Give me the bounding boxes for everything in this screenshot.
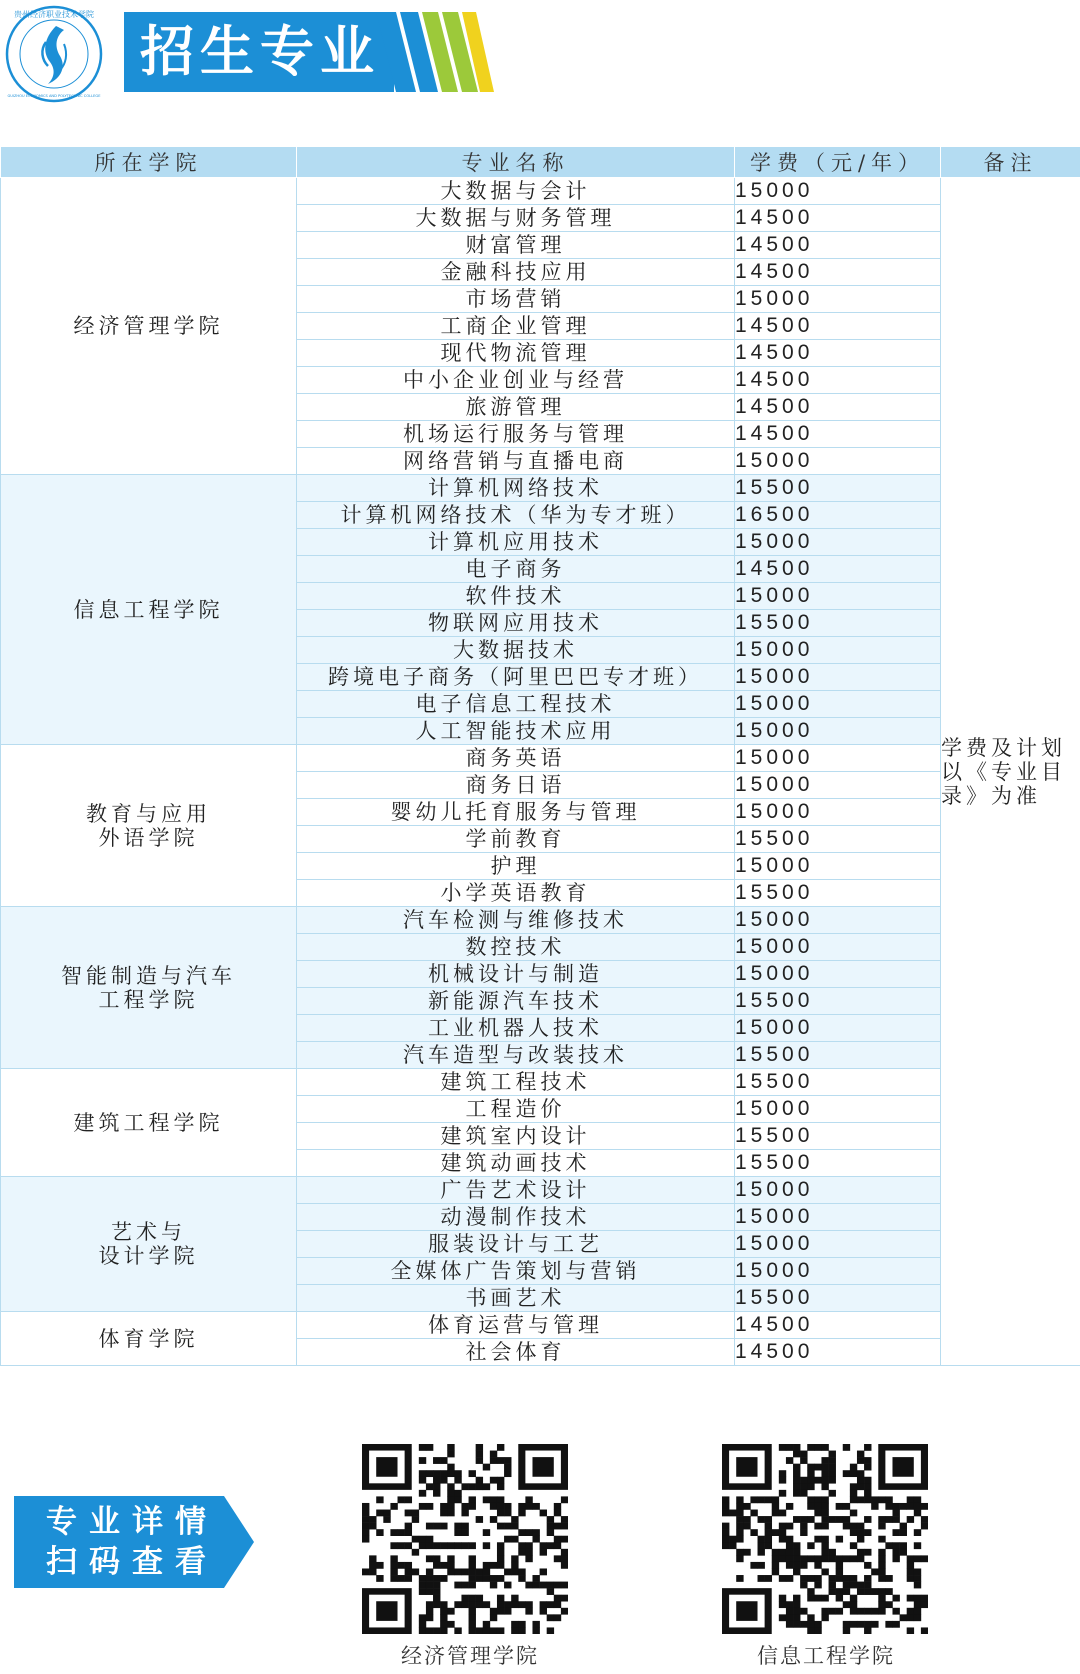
major-cell: 大数据与财务管理 bbox=[297, 205, 735, 232]
college-cell: 信息工程学院 bbox=[1, 475, 297, 745]
major-cell: 汽车造型与改装技术 bbox=[297, 1042, 735, 1069]
fee-cell: 15000 bbox=[735, 178, 941, 205]
majors-table bbox=[0, 146, 1080, 1366]
major-cell: 物联网应用技术 bbox=[297, 610, 735, 637]
major-cell: 中小企业创业与经营 bbox=[297, 367, 735, 394]
major-cell: 网络营销与直播电商 bbox=[297, 448, 735, 475]
fee-cell: 15500 bbox=[735, 475, 941, 502]
logo-ring-text: 贵州经济职业技术学院 bbox=[14, 10, 94, 19]
scan-prompt: 专业详情扫码查看 bbox=[46, 1504, 218, 1580]
fee-cell: 14500 bbox=[735, 421, 941, 448]
college-cell: 教育与应用 外语学院 bbox=[1, 745, 297, 907]
fee-cell: 14500 bbox=[735, 259, 941, 286]
major-cell: 现代物流管理 bbox=[297, 340, 735, 367]
fee-cell: 15000 bbox=[735, 1015, 941, 1042]
fee-cell: 14500 bbox=[735, 394, 941, 421]
page-title: 招生专业 bbox=[140, 20, 380, 83]
fee-cell: 15000 bbox=[735, 745, 941, 772]
qr-code-economics[interactable] bbox=[362, 1444, 568, 1634]
college-logo bbox=[4, 4, 104, 104]
fee-cell: 14500 bbox=[735, 367, 941, 394]
major-cell: 数控技术 bbox=[297, 934, 735, 961]
fee-cell: 15000 bbox=[735, 772, 941, 799]
major-cell: 新能源汽车技术 bbox=[297, 988, 735, 1015]
table-row bbox=[1, 178, 1080, 205]
major-cell: 旅游管理 bbox=[297, 394, 735, 421]
fee-cell: 14500 bbox=[735, 1312, 941, 1339]
major-cell: 商务日语 bbox=[297, 772, 735, 799]
fee-cell: 15000 bbox=[735, 286, 941, 313]
fee-cell: 15000 bbox=[735, 853, 941, 880]
header-note: 备注 bbox=[941, 147, 1080, 178]
fee-cell: 15500 bbox=[735, 1285, 941, 1312]
qr-label-information: 信息工程学院 bbox=[757, 1644, 895, 1668]
major-cell: 电子信息工程技术 bbox=[297, 691, 735, 718]
major-cell: 学前教育 bbox=[297, 826, 735, 853]
fee-cell: 15500 bbox=[735, 880, 941, 907]
fee-cell: 15000 bbox=[735, 664, 941, 691]
fee-cell: 14500 bbox=[735, 313, 941, 340]
fee-cell: 15000 bbox=[735, 1204, 941, 1231]
fee-cell: 15500 bbox=[735, 1150, 941, 1177]
major-cell: 广告艺术设计 bbox=[297, 1177, 735, 1204]
college-cell: 艺术与 设计学院 bbox=[1, 1177, 297, 1312]
major-cell: 人工智能技术应用 bbox=[297, 718, 735, 745]
header-fee: 学费（元/年） bbox=[735, 147, 941, 178]
fee-cell: 15000 bbox=[735, 1096, 941, 1123]
fee-cell: 15000 bbox=[735, 934, 941, 961]
fee-cell: 15000 bbox=[735, 1177, 941, 1204]
header-college: 所在学院 bbox=[1, 147, 297, 178]
fee-cell: 14500 bbox=[735, 1339, 941, 1366]
major-cell: 社会体育 bbox=[297, 1339, 735, 1366]
major-cell: 跨境电子商务（阿里巴巴专才班） bbox=[297, 664, 735, 691]
fee-cell: 14500 bbox=[735, 205, 941, 232]
table-header-row bbox=[1, 147, 1080, 178]
table-row bbox=[1, 745, 1080, 772]
fee-cell: 15000 bbox=[735, 691, 941, 718]
major-cell: 工商企业管理 bbox=[297, 313, 735, 340]
major-cell: 市场营销 bbox=[297, 286, 735, 313]
qr-code-information[interactable] bbox=[722, 1444, 928, 1634]
fee-cell: 16500 bbox=[735, 502, 941, 529]
major-cell: 计算机网络技术 bbox=[297, 475, 735, 502]
college-cell: 建筑工程学院 bbox=[1, 1069, 297, 1177]
fee-cell: 15500 bbox=[735, 1042, 941, 1069]
major-cell: 计算机网络技术（华为专才班） bbox=[297, 502, 735, 529]
logo-english-text: GUIZHOU ECONOMICS AND POLYTECHNIC COLLEGE bbox=[7, 94, 101, 98]
note-cell: 学费及计划以《专业目录》为准 bbox=[941, 178, 1080, 1366]
major-cell: 全媒体广告策划与营销 bbox=[297, 1258, 735, 1285]
fee-cell: 14500 bbox=[735, 340, 941, 367]
college-cell: 经济管理学院 bbox=[1, 178, 297, 475]
fee-cell: 15000 bbox=[735, 1231, 941, 1258]
fee-cell: 14500 bbox=[735, 232, 941, 259]
fee-cell: 15000 bbox=[735, 529, 941, 556]
major-cell: 小学英语教育 bbox=[297, 880, 735, 907]
fee-cell: 15000 bbox=[735, 799, 941, 826]
major-cell: 机场运行服务与管理 bbox=[297, 421, 735, 448]
major-cell: 汽车检测与维修技术 bbox=[297, 907, 735, 934]
qr-label-economics: 经济管理学院 bbox=[401, 1644, 539, 1668]
qr-code-icon bbox=[362, 1444, 568, 1634]
fee-cell: 15500 bbox=[735, 826, 941, 853]
major-cell: 建筑室内设计 bbox=[297, 1123, 735, 1150]
major-cell: 建筑工程技术 bbox=[297, 1069, 735, 1096]
major-cell: 书画艺术 bbox=[297, 1285, 735, 1312]
fee-cell: 15000 bbox=[735, 583, 941, 610]
major-cell: 动漫制作技术 bbox=[297, 1204, 735, 1231]
major-cell: 电子商务 bbox=[297, 556, 735, 583]
major-cell: 大数据与会计 bbox=[297, 178, 735, 205]
major-cell: 商务英语 bbox=[297, 745, 735, 772]
fee-cell: 15000 bbox=[735, 637, 941, 664]
college-cell: 体育学院 bbox=[1, 1312, 297, 1366]
fee-cell: 15500 bbox=[735, 1123, 941, 1150]
table-row bbox=[1, 907, 1080, 934]
header-major: 专业名称 bbox=[297, 147, 735, 178]
major-cell: 机械设计与制造 bbox=[297, 961, 735, 988]
table-row bbox=[1, 1312, 1080, 1339]
major-cell: 婴幼儿托育服务与管理 bbox=[297, 799, 735, 826]
table-row bbox=[1, 1069, 1080, 1096]
major-cell: 服装设计与工艺 bbox=[297, 1231, 735, 1258]
fee-cell: 15000 bbox=[735, 448, 941, 475]
major-cell: 护理 bbox=[297, 853, 735, 880]
major-cell: 工程造价 bbox=[297, 1096, 735, 1123]
fee-cell: 15500 bbox=[735, 610, 941, 637]
major-cell: 建筑动画技术 bbox=[297, 1150, 735, 1177]
fee-cell: 14500 bbox=[735, 556, 941, 583]
fee-cell: 15000 bbox=[735, 718, 941, 745]
college-cell: 智能制造与汽车 工程学院 bbox=[1, 907, 297, 1069]
table-row bbox=[1, 475, 1080, 502]
fee-cell: 15500 bbox=[735, 1069, 941, 1096]
major-cell: 软件技术 bbox=[297, 583, 735, 610]
qr-code-icon bbox=[722, 1444, 928, 1634]
major-cell: 大数据技术 bbox=[297, 637, 735, 664]
fee-cell: 15000 bbox=[735, 1258, 941, 1285]
major-cell: 计算机应用技术 bbox=[297, 529, 735, 556]
major-cell: 体育运营与管理 bbox=[297, 1312, 735, 1339]
fee-cell: 15500 bbox=[735, 988, 941, 1015]
major-cell: 金融科技应用 bbox=[297, 259, 735, 286]
fee-cell: 15000 bbox=[735, 907, 941, 934]
table-row bbox=[1, 1177, 1080, 1204]
major-cell: 财富管理 bbox=[297, 232, 735, 259]
major-cell: 工业机器人技术 bbox=[297, 1015, 735, 1042]
fee-cell: 15000 bbox=[735, 961, 941, 988]
